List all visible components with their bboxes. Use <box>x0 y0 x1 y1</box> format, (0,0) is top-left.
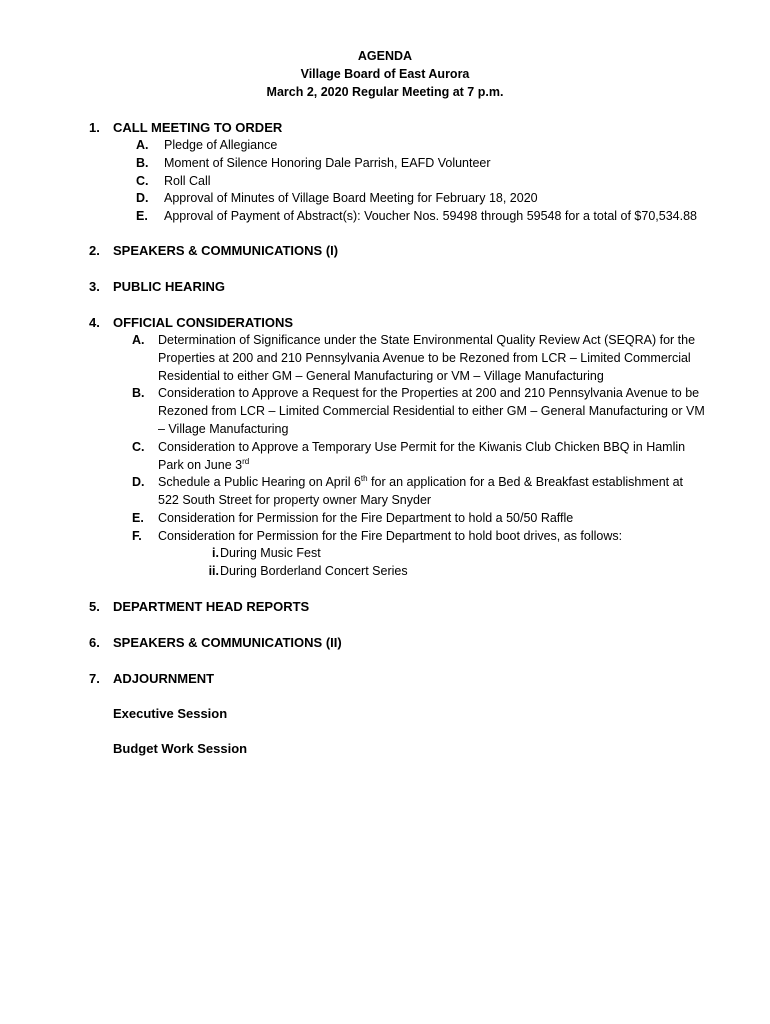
list-item <box>132 385 707 438</box>
section-number: 7. <box>89 671 100 686</box>
item-letter: C. <box>136 173 149 188</box>
item-letter: C. <box>132 439 145 454</box>
list-item <box>132 439 707 475</box>
section-title: DEPARTMENT HEAD REPORTS <box>113 599 310 614</box>
list-item <box>132 510 707 528</box>
list-item <box>181 563 408 581</box>
item-text-part: Schedule a Public Hearing on April 6 <box>158 475 361 490</box>
agenda-header <box>0 47 770 101</box>
item-text: Moment of Silence Honoring Dale Parrish, EAFD Volunteer <box>164 155 491 170</box>
item-text: Approval of Minutes of Village Board Meeting for February 18, 2020 <box>164 191 538 206</box>
item-letter: F. <box>132 528 142 543</box>
budget-work-session: Budget Work Session <box>113 741 248 756</box>
item-text: Consideration to Approve a Request for the Properties at 200 and 210 Pennsylvania Avenue to be Rezoned from LCR – Limited Commercial Residential to either GM – General Manufacturing or VM – Village Manufacturing <box>158 386 705 436</box>
item-text: Roll Call <box>164 173 211 188</box>
item-text: During Music Fest <box>220 546 321 560</box>
list-item <box>136 173 697 191</box>
item-text: Approval of Payment of Abstract(s): Voucher Nos. 59498 through 59548 for a total of $70,534.88 <box>164 209 697 224</box>
official-items-list <box>132 332 707 546</box>
item-text: Consideration for Permission for the Fire Department to hold a 50/50 Raffle <box>158 510 574 525</box>
list-item <box>181 545 408 563</box>
section-number: 3. <box>89 279 100 294</box>
item-text-part: for an application for a Bed & Breakfast establishment at 522 South Street for property owner Mary Snyder <box>158 475 684 508</box>
item-letter: A. <box>132 333 145 347</box>
list-item <box>132 474 707 510</box>
item-text <box>158 439 707 475</box>
section-number: 6. <box>89 635 100 650</box>
item-text: Determination of Significance under the State Environmental Quality Review Act (SEQRA) for the Properties at 200 and 210 Pennsylvania Avenue to be Rezoned from LCR – Limited Commercial Residential to either GM – General Manufacturing or VM – Village Manufacturing <box>158 333 696 383</box>
meeting-info: March 2, 2020 Regular Meeting at 7 p.m. <box>266 85 504 99</box>
section-official-considerations <box>89 314 293 332</box>
item-letter: B. <box>136 155 149 170</box>
section-adjournment <box>89 670 214 688</box>
section-department-head-reports <box>89 598 309 616</box>
item-letter: E. <box>132 510 144 525</box>
ordinal-suffix: th <box>360 474 368 484</box>
agenda-title: AGENDA <box>357 49 413 63</box>
call-items-list <box>136 137 697 226</box>
section-title: OFFICIAL CONSIDERATIONS <box>113 315 294 330</box>
section-title: SPEAKERS & COMMUNICATIONS (II) <box>113 635 342 650</box>
item-text: Consideration for Permission for the Fire Department to hold boot drives, as follows: <box>158 528 623 543</box>
item-letter: E. <box>136 209 148 224</box>
organization-name: Village Board of East Aurora <box>300 67 470 81</box>
section-title: PUBLIC HEARING <box>113 279 225 294</box>
item-letter: ii. <box>208 563 219 578</box>
item-text <box>158 474 707 510</box>
item-letter: D. <box>132 475 145 490</box>
item-text: During Borderland Concert Series <box>220 563 408 578</box>
item-text-part: Consideration to Approve a Temporary Use Permit for the Kiwanis Club Chicken BBQ in Hamlin Park on June 3 <box>158 439 686 472</box>
item-letter: i. <box>212 546 219 560</box>
list-item <box>136 155 697 173</box>
list-item <box>132 528 707 546</box>
executive-session: Executive Session <box>113 706 228 721</box>
item-letter: B. <box>132 386 145 401</box>
section-number: 1. <box>89 120 100 135</box>
item-text: Pledge of Allegiance <box>164 138 278 152</box>
section-number: 2. <box>89 243 100 258</box>
boot-drives-list <box>181 545 408 581</box>
list-item <box>132 332 707 385</box>
section-title: SPEAKERS & COMMUNICATIONS (I) <box>113 243 339 258</box>
item-letter: A. <box>136 138 149 152</box>
list-item <box>136 137 697 155</box>
section-title: ADJOURNMENT <box>113 671 215 686</box>
section-number: 5. <box>89 599 100 614</box>
ordinal-suffix: rd <box>242 456 250 466</box>
section-title: CALL MEETING TO ORDER <box>113 120 283 135</box>
section-speakers-1 <box>89 242 338 260</box>
item-letter: D. <box>136 191 149 206</box>
section-public-hearing <box>89 278 225 296</box>
section-number: 4. <box>89 315 100 330</box>
section-call-to-order <box>89 119 282 137</box>
section-speakers-2 <box>89 634 342 652</box>
list-item <box>136 208 697 226</box>
list-item <box>136 190 697 208</box>
